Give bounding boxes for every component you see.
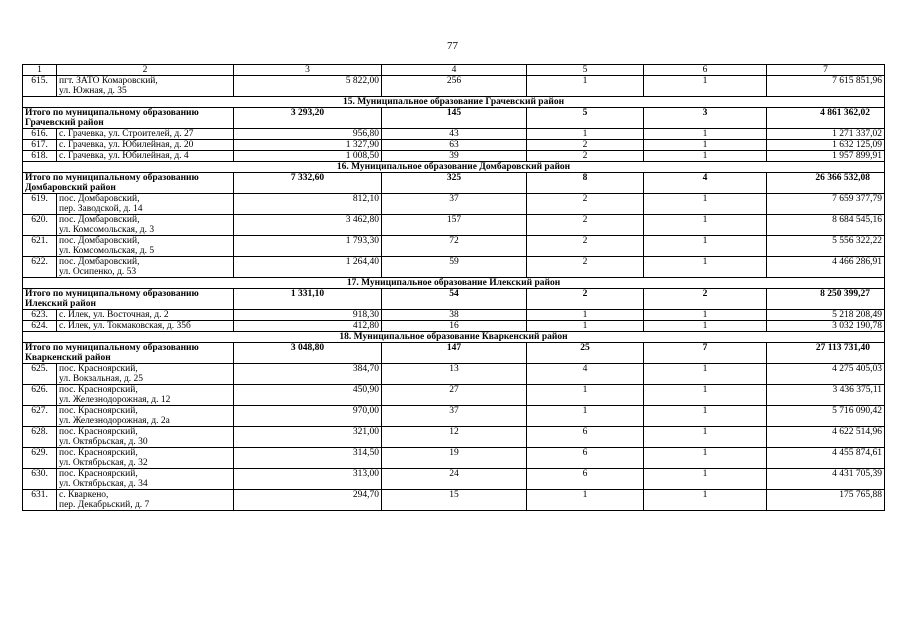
- row-number: 630.: [23, 469, 57, 490]
- total-cost: 8 250 399,27: [767, 289, 885, 310]
- address-line: ул. Комсомольская, д. 3: [59, 225, 155, 235]
- col5-cell: 6: [527, 448, 644, 469]
- address-line: пос. Домбаровский,: [59, 257, 140, 267]
- col6-cell: 1: [644, 215, 767, 236]
- cost-cell: 5 556 322,22: [767, 236, 885, 257]
- address-line: пгт. ЗАТО Комаровский,: [59, 76, 158, 86]
- address-line: пос. Домбаровский,: [59, 236, 140, 246]
- col6-cell: 1: [644, 448, 767, 469]
- address-line: пос. Красноярский,: [59, 385, 138, 395]
- col5-cell: 1: [527, 129, 644, 140]
- column-number-row: [23, 65, 885, 76]
- area-cell: 294,70: [234, 490, 382, 511]
- cost-cell: 4 622 514,96: [767, 427, 885, 448]
- table-row: [23, 76, 885, 97]
- row-number: 628.: [23, 427, 57, 448]
- address-line: пер. Заводской, д. 14: [59, 204, 143, 214]
- row-number: 615.: [23, 76, 57, 97]
- address-line: с. Грачевка, ул. Юбилейная, д. 20: [59, 140, 194, 150]
- cost-cell: 7 659 377,79: [767, 194, 885, 215]
- district-total-row: [23, 173, 885, 194]
- area-cell: 314,50: [234, 448, 382, 469]
- col6-cell: 1: [644, 76, 767, 97]
- cost-cell: 1 632 125,09: [767, 140, 885, 151]
- cost-cell: 8 684 545,16: [767, 215, 885, 236]
- area-cell: 1 264,40: [234, 257, 382, 278]
- total-residents: 145: [382, 108, 527, 129]
- row-number: 619.: [23, 194, 57, 215]
- address-line: ул. Октябрьская, д. 32: [59, 458, 148, 468]
- area-cell: 321,00: [234, 427, 382, 448]
- area-cell: 1 793,30: [234, 236, 382, 257]
- residents-cell: 37: [382, 194, 527, 215]
- col6-cell: 1: [644, 310, 767, 321]
- table-row: [23, 406, 885, 427]
- area-cell: 970,00: [234, 406, 382, 427]
- total-col5: 5: [527, 108, 644, 129]
- section-header-row: [23, 97, 885, 108]
- column-number: 7: [767, 65, 885, 76]
- row-number: 627.: [23, 406, 57, 427]
- table-row: [23, 490, 885, 511]
- residents-cell: 12: [382, 427, 527, 448]
- table-row: [23, 194, 885, 215]
- cost-cell: 3 032 190,78: [767, 321, 885, 332]
- address-cell: [57, 76, 234, 97]
- col6-cell: 1: [644, 129, 767, 140]
- col5-cell: 6: [527, 427, 644, 448]
- table-row: [23, 364, 885, 385]
- column-number: 1: [23, 65, 57, 76]
- total-label: [23, 343, 234, 364]
- address-cell: [57, 140, 234, 151]
- col5-cell: 1: [527, 76, 644, 97]
- total-area: 3 293,20: [234, 108, 382, 129]
- address-cell: [57, 364, 234, 385]
- cost-cell: 3 436 375,11: [767, 385, 885, 406]
- address-line: пос. Красноярский,: [59, 448, 138, 458]
- residents-cell: 72: [382, 236, 527, 257]
- address-line: пос. Красноярский,: [59, 364, 138, 374]
- col6-cell: 1: [644, 364, 767, 385]
- residents-cell: 13: [382, 364, 527, 385]
- total-label-line: Итого по муниципальному образованию: [25, 108, 199, 118]
- housing-registry-table: [22, 64, 885, 511]
- col5-cell: 1: [527, 406, 644, 427]
- table-row: [23, 151, 885, 162]
- address-cell: [57, 310, 234, 321]
- cost-cell: 4 431 705,39: [767, 469, 885, 490]
- col6-cell: 1: [644, 385, 767, 406]
- residents-cell: 157: [382, 215, 527, 236]
- column-number: 6: [644, 65, 767, 76]
- total-cost: 27 113 731,40: [767, 343, 885, 364]
- cost-cell: 1 271 337,02: [767, 129, 885, 140]
- total-area: 3 048,80: [234, 343, 382, 364]
- total-col5: 2: [527, 289, 644, 310]
- row-number: 625.: [23, 364, 57, 385]
- residents-cell: 27: [382, 385, 527, 406]
- residents-cell: 63: [382, 140, 527, 151]
- area-cell: 812,10: [234, 194, 382, 215]
- col5-cell: 1: [527, 490, 644, 511]
- table-row: [23, 140, 885, 151]
- area-cell: 3 462,80: [234, 215, 382, 236]
- table-row: [23, 129, 885, 140]
- section-title: 16. Муниципальное образование Домбаровский район: [23, 162, 885, 173]
- address-line: пос. Домбаровский,: [59, 215, 140, 225]
- area-cell: 412,80: [234, 321, 382, 332]
- cost-cell: 5 716 090,42: [767, 406, 885, 427]
- total-col5: 25: [527, 343, 644, 364]
- address-line: ул. Осипенко, д. 53: [59, 267, 137, 277]
- row-number: 616.: [23, 129, 57, 140]
- section-title: 15. Муниципальное образование Грачевский район: [23, 97, 885, 108]
- address-cell: [57, 448, 234, 469]
- area-cell: 1 327,90: [234, 140, 382, 151]
- col5-cell: 2: [527, 194, 644, 215]
- total-residents: 54: [382, 289, 527, 310]
- cost-cell: 4 455 874,61: [767, 448, 885, 469]
- address-cell: [57, 215, 234, 236]
- address-cell: [57, 236, 234, 257]
- address-cell: [57, 194, 234, 215]
- total-col5: 8: [527, 173, 644, 194]
- address-line: с. Илек, ул. Токмаковская, д. 35б: [59, 321, 191, 331]
- col5-cell: 2: [527, 215, 644, 236]
- col6-cell: 1: [644, 321, 767, 332]
- col6-cell: 1: [644, 469, 767, 490]
- total-cost: 26 366 532,08: [767, 173, 885, 194]
- col5-cell: 2: [527, 151, 644, 162]
- col5-cell: 2: [527, 236, 644, 257]
- total-residents: 325: [382, 173, 527, 194]
- address-line: ул. Южная, д. 35: [59, 86, 127, 96]
- area-cell: 918,30: [234, 310, 382, 321]
- address-line: пос. Красноярский,: [59, 427, 138, 437]
- total-col6: 4: [644, 173, 767, 194]
- address-line: пос. Красноярский,: [59, 406, 138, 416]
- address-line: ул. Комсомольская, д. 5: [59, 246, 155, 256]
- col5-cell: 2: [527, 257, 644, 278]
- address-line: ул. Октябрьская, д. 34: [59, 479, 148, 489]
- address-cell: [57, 490, 234, 511]
- residents-cell: 24: [382, 469, 527, 490]
- residents-cell: 16: [382, 321, 527, 332]
- address-line: ул. Железнодорожная, д. 12: [59, 395, 171, 405]
- total-label-line: Домбаровский район: [25, 183, 116, 193]
- residents-cell: 37: [382, 406, 527, 427]
- area-cell: 313,00: [234, 469, 382, 490]
- district-total-row: [23, 108, 885, 129]
- row-number: 626.: [23, 385, 57, 406]
- district-total-row: [23, 343, 885, 364]
- residents-cell: 19: [382, 448, 527, 469]
- col6-cell: 1: [644, 257, 767, 278]
- row-number: 621.: [23, 236, 57, 257]
- row-number: 620.: [23, 215, 57, 236]
- area-cell: 1 008,50: [234, 151, 382, 162]
- area-cell: 5 822,00: [234, 76, 382, 97]
- col6-cell: 1: [644, 427, 767, 448]
- col5-cell: 2: [527, 140, 644, 151]
- address-line: пер. Декабрьский, д. 7: [59, 500, 150, 510]
- total-label: [23, 108, 234, 129]
- col5-cell: 4: [527, 364, 644, 385]
- cost-cell: 5 218 208,49: [767, 310, 885, 321]
- total-label-line: Итого по муниципальному образованию: [25, 173, 199, 183]
- address-line: ул. Вокзальная, д. 25: [59, 374, 144, 384]
- table-row: [23, 321, 885, 332]
- residents-cell: 39: [382, 151, 527, 162]
- residents-cell: 15: [382, 490, 527, 511]
- total-label-line: Грачевский район: [25, 118, 104, 128]
- section-header-row: [23, 278, 885, 289]
- address-line: с. Илек, ул. Восточная, д. 2: [59, 310, 169, 320]
- total-label-line: Кваркенский район: [25, 353, 111, 363]
- address-line: с. Кваркено,: [59, 490, 109, 500]
- table-row: [23, 236, 885, 257]
- section-header-row: [23, 332, 885, 343]
- table-row: [23, 257, 885, 278]
- area-cell: 450,90: [234, 385, 382, 406]
- residents-cell: 43: [382, 129, 527, 140]
- col5-cell: 1: [527, 385, 644, 406]
- address-line: ул. Октябрьская, д. 30: [59, 437, 148, 447]
- col6-cell: 1: [644, 194, 767, 215]
- col6-cell: 1: [644, 140, 767, 151]
- address-cell: [57, 427, 234, 448]
- table-row: [23, 310, 885, 321]
- cost-cell: 7 615 851,96: [767, 76, 885, 97]
- col5-cell: 1: [527, 321, 644, 332]
- address-cell: [57, 151, 234, 162]
- col6-cell: 1: [644, 406, 767, 427]
- address-cell: [57, 129, 234, 140]
- section-header-row: [23, 162, 885, 173]
- cost-cell: 175 765,88: [767, 490, 885, 511]
- address-cell: [57, 257, 234, 278]
- area-cell: 384,70: [234, 364, 382, 385]
- section-title: 18. Муниципальное образование Кваркенский район: [23, 332, 885, 343]
- cost-cell: 1 957 899,91: [767, 151, 885, 162]
- address-line: пос. Красноярский,: [59, 469, 138, 479]
- column-number: 5: [527, 65, 644, 76]
- row-number: 618.: [23, 151, 57, 162]
- address-cell: [57, 321, 234, 332]
- page-number: 77: [447, 40, 458, 52]
- cost-cell: 4 275 405,03: [767, 364, 885, 385]
- col5-cell: 6: [527, 469, 644, 490]
- table-body: [23, 65, 885, 511]
- total-area: 1 331,10: [234, 289, 382, 310]
- cost-cell: 4 466 286,91: [767, 257, 885, 278]
- total-label-line: Итого по муниципальному образованию: [25, 289, 199, 299]
- col6-cell: 1: [644, 236, 767, 257]
- row-number: 629.: [23, 448, 57, 469]
- row-number: 631.: [23, 490, 57, 511]
- col6-cell: 1: [644, 151, 767, 162]
- address-line: ул. Железнодорожная, д. 2а: [59, 416, 170, 426]
- table-row: [23, 427, 885, 448]
- residents-cell: 38: [382, 310, 527, 321]
- address-line: пос. Домбаровский,: [59, 194, 140, 204]
- table-row: [23, 448, 885, 469]
- address-cell: [57, 469, 234, 490]
- area-cell: 956,80: [234, 129, 382, 140]
- total-label-line: Илекский район: [25, 299, 96, 309]
- address-line: с. Грачевка, ул. Строителей, д. 27: [59, 129, 194, 139]
- col6-cell: 1: [644, 490, 767, 511]
- column-number: 4: [382, 65, 527, 76]
- table-row: [23, 385, 885, 406]
- district-total-row: [23, 289, 885, 310]
- table-row: [23, 469, 885, 490]
- address-line: с. Грачевка, ул. Юбилейная, д. 4: [59, 151, 189, 161]
- total-cost: 4 861 362,02: [767, 108, 885, 129]
- row-number: 623.: [23, 310, 57, 321]
- section-title: 17. Муниципальное образование Илекский район: [23, 278, 885, 289]
- total-col6: 3: [644, 108, 767, 129]
- address-cell: [57, 406, 234, 427]
- column-number: 3: [234, 65, 382, 76]
- total-area: 7 332,60: [234, 173, 382, 194]
- total-residents: 147: [382, 343, 527, 364]
- total-label: [23, 173, 234, 194]
- total-col6: 7: [644, 343, 767, 364]
- table-row: [23, 215, 885, 236]
- row-number: 622.: [23, 257, 57, 278]
- total-col6: 2: [644, 289, 767, 310]
- column-number: 2: [57, 65, 234, 76]
- row-number: 624.: [23, 321, 57, 332]
- residents-cell: 256: [382, 76, 527, 97]
- address-cell: [57, 385, 234, 406]
- total-label: [23, 289, 234, 310]
- residents-cell: 59: [382, 257, 527, 278]
- row-number: 617.: [23, 140, 57, 151]
- col5-cell: 1: [527, 310, 644, 321]
- total-label-line: Итого по муниципальному образованию: [25, 343, 199, 353]
